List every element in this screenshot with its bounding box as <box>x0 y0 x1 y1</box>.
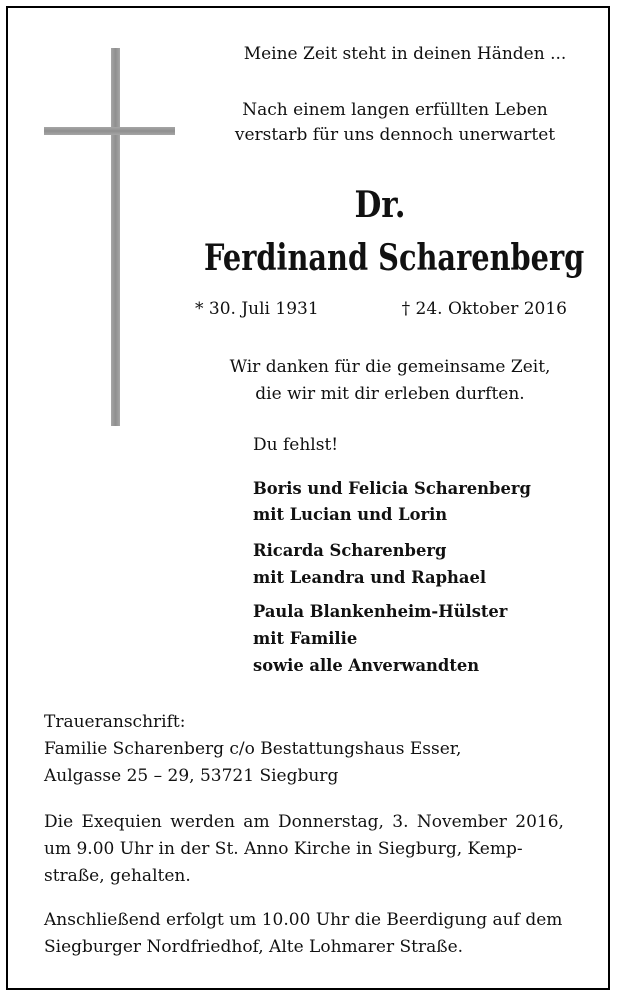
mourner-3-line-2: mit Familie <box>253 629 358 649</box>
mourner-3-line-3: sowie alle Anverwandten <box>253 656 480 676</box>
mourner-1-line-2: mit Lucian und Lorin <box>253 505 448 525</box>
exequies-line-1: Die Exequien werden am Donnerstag, 3. November 2016, <box>44 812 564 832</box>
deceased-name: Ferdinand Scharenberg <box>204 237 585 279</box>
mourner-3-line-1: Paula Blankenheim-Hülster <box>253 602 508 622</box>
deceased-title: Dr. <box>354 184 406 226</box>
cross-icon <box>111 48 120 426</box>
mourner-1-line-1: Boris und Felicia Scharenberg <box>253 479 531 499</box>
thanks-line-1: Wir danken für die gemeinsame Zeit, <box>229 357 551 377</box>
intro-line-2: verstarb für uns dennoch unerwartet <box>234 125 556 145</box>
address-label: Traueranschrift: <box>44 712 186 732</box>
thanks-line-2: die wir mit dir erleben durften. <box>255 384 525 404</box>
address-line-2: Aulgasse 25 – 29, 53721 Siegburg <box>44 766 339 786</box>
burial-line-1: Anschließend erfolgt um 10.00 Uhr die Beerdigung auf dem <box>44 910 563 930</box>
motto: Meine Zeit steht in deinen Händen ... <box>243 44 567 64</box>
address-line-1: Familie Scharenberg c/o Bestattungshaus Esser, <box>44 739 462 759</box>
exequies-line-3: straße, gehalten. <box>44 866 191 886</box>
missing-text: Du fehlst! <box>253 435 339 455</box>
mourner-2-line-1: Ricarda Scharenberg <box>253 541 447 561</box>
death-date: † 24. Oktober 2016 <box>401 299 567 319</box>
cross-icon-bar <box>44 127 175 135</box>
exequies-line-2: um 9.00 Uhr in der St. Anno Kirche in Siegburg, Kemp- <box>44 839 523 859</box>
birth-date: * 30. Juli 1931 <box>195 299 319 319</box>
intro-line-1: Nach einem langen erfüllten Leben <box>242 100 548 120</box>
mourner-2-line-2: mit Leandra und Raphael <box>253 568 487 588</box>
burial-line-2: Siegburger Nordfriedhof, Alte Lohmarer Straße. <box>44 937 464 957</box>
